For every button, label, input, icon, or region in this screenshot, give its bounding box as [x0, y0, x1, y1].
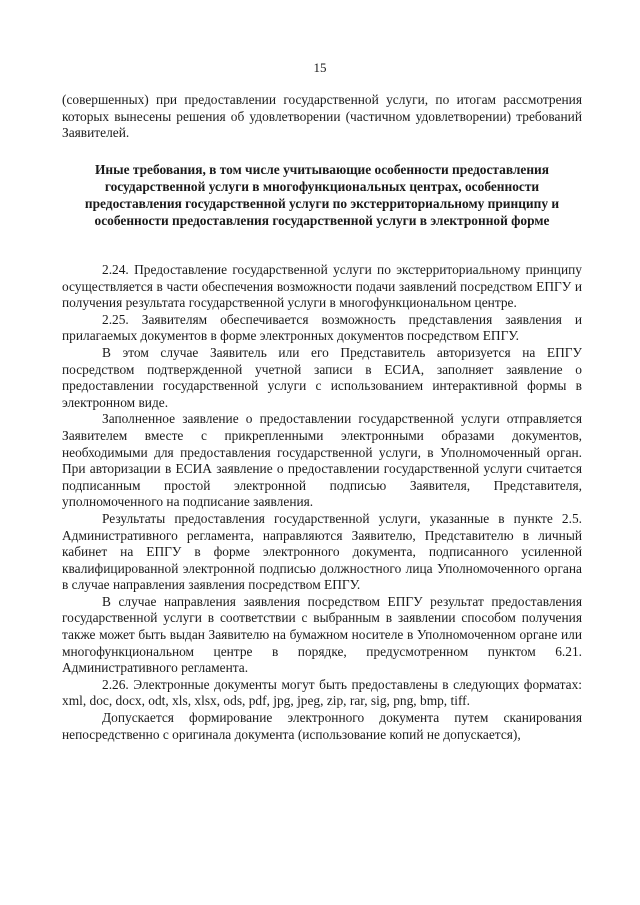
main-text — [62, 262, 582, 743]
section-heading: Иные требования, в том числе учитывающие особенности предоставления государственной услуги в многофункциональных центрах, особенности предоставления государственной услуги по экстерриториальному принципу и особенности предоставления государственной услуги в электронной форме — [84, 162, 560, 228]
paragraph-scanning: Допускается формирование электронного документа путем сканирования непосредственно с оригинала документа (использование копий не допускается), — [62, 710, 582, 742]
paragraph-paper-result: В случае направления заявления посредством ЕПГУ результат предоставления государственной услуги в соответствии с выбранным в заявлении способом получения также может быть выдан Заявителю на бумажном носителе в Уполномоченном органе или многофункциональном центре в порядке, предусмотренном пунктом 6.21. Административного регламента. — [62, 593, 582, 676]
paragraph-filled-application: Заполненное заявление о предоставлении государственной услуги отправляется Заявителем вместе с прикрепленными электронными образами документов, необходимыми для предоставления государственной услуги, в Уполномоченный орган. При авторизации в ЕСИА заявление о предоставлении государственной услуги считается подписанным простой электронной подписью Заявителя, Представителя, уполномоченного на подписание заявления. — [62, 411, 582, 510]
paragraph-2-26: 2.26. Электронные документы могут быть предоставлены в следующих форматах: xml, doc, docx, odt, xls, xlsx, ods, pdf, jpg, jpeg, zip, rar, sig, png, bmp, tiff. — [62, 676, 582, 709]
paragraph-results: Результаты предоставления государственной услуги, указанные в пункте 2.5. Административного регламента, направляются Заявителю, Представителю в личный кабинет на ЕПГУ в форме электронного документа, подписанного усиленной квалифицированной электронной подписью должностного лица Уполномоченного органа в случае направления заявления посредством ЕПГУ. — [62, 510, 582, 593]
intro-paragraph: (совершенных) при предоставлении государственной услуги, по итогам рассмотрения которых вынесены решения об удовлетворении (частичном удовлетворении) требований Заявителей. — [62, 92, 582, 141]
intro-text — [62, 92, 582, 142]
page-number: 15 — [313, 60, 327, 75]
paragraph-epgu-authorization: В этом случае Заявитель или его Представитель авторизуется на ЕПГУ посредством подтвержденной учетной записи в ЕСИА, заполняет заявление о предоставлении государственной услуги с использованием интерактивной формы в электронном виде. — [62, 344, 582, 410]
paragraph-2-24: 2.24. Предоставление государственной услуги по экстерриториальному принципу осуществляется в части обеспечения возможности подачи заявлений посредством ЕПГУ и получения результата государственной услуги в многофункциональном центре. — [62, 262, 582, 311]
paragraph-2-25: 2.25. Заявителям обеспечивается возможность представления заявления и прилагаемых документов в форме электронных документов посредством ЕПГУ. — [62, 311, 582, 344]
